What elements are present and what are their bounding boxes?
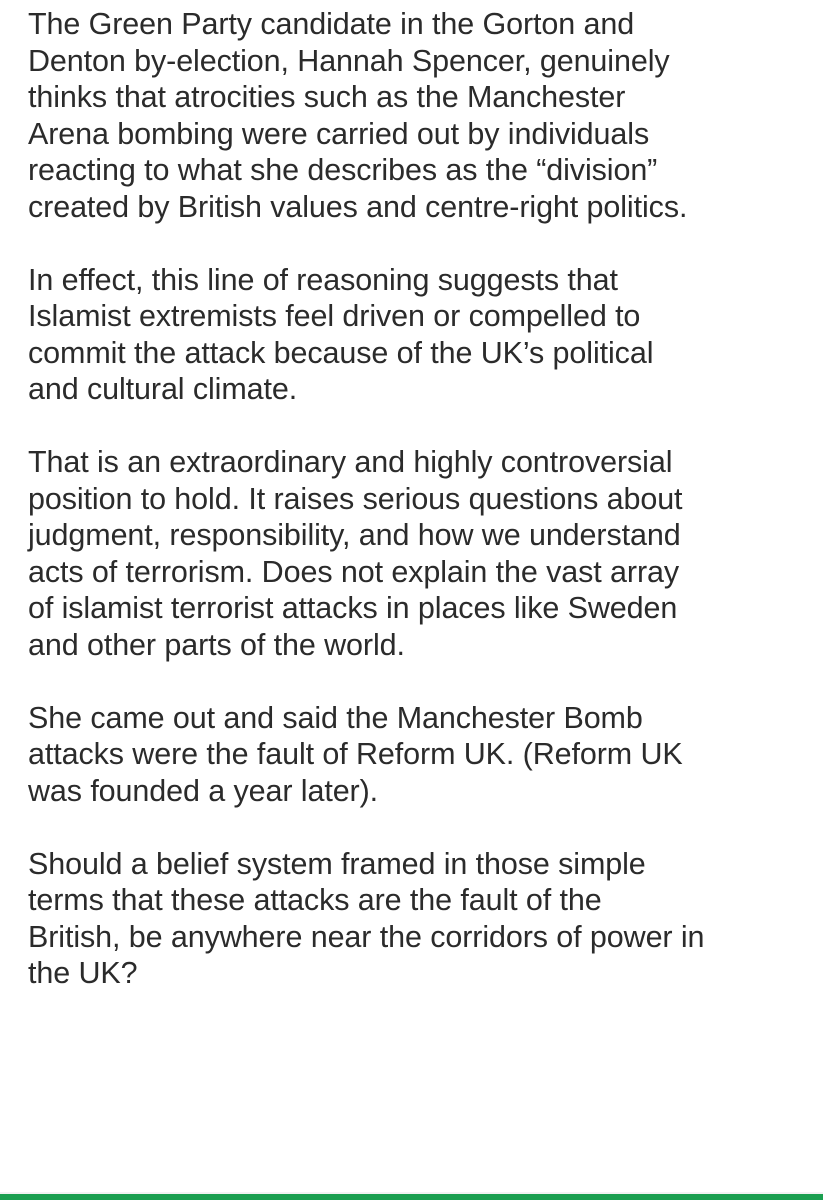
text-line: British, be anywhere near the corridors of power in	[28, 919, 705, 954]
bottom-accent-bar	[0, 1192, 823, 1200]
text-line: She came out and said the Manchester Bomb	[28, 700, 643, 735]
text-line: judgment, responsibility, and how we understand	[28, 518, 681, 552]
text-line: Denton by-election, Hannah Spencer, genuinely	[28, 43, 670, 78]
paragraph-1	[28, 6, 818, 225]
text-line: In effect, this line of reasoning suggests that	[28, 262, 618, 297]
text-line: and other parts of the world.	[28, 627, 405, 662]
text-line: the UK?	[28, 956, 138, 990]
text-line: and cultural climate.	[28, 372, 298, 406]
text-line: created by British values and centre-right politics.	[28, 189, 688, 224]
text-line: commit the attack because of the UK’s political	[28, 335, 654, 370]
text-line: terms that these attacks are the fault of the	[28, 883, 602, 917]
article-body	[28, 6, 818, 1028]
text-line: Islamist extremists feel driven or compelled to	[28, 299, 641, 333]
text-line: Arena bombing were carried out by individuals	[28, 116, 650, 151]
paragraph-2	[28, 262, 818, 408]
text-line: of islamist terrorist attacks in places like Sweden	[28, 591, 678, 625]
paragraph-4	[28, 700, 818, 810]
text-line: reacting to what she describes as the “division”	[28, 153, 658, 187]
text-line: That is an extraordinary and highly controversial	[28, 445, 673, 479]
paragraph-5	[28, 846, 818, 992]
text-line: was founded a year later).	[28, 773, 379, 808]
paragraph-3	[28, 444, 818, 663]
text-line: acts of terrorism. Does not explain the vast array	[28, 554, 680, 589]
text-line: thinks that atrocities such as the Manchester	[28, 80, 626, 114]
text-line: attacks were the fault of Reform UK. (Reform UK	[28, 737, 683, 771]
text-line: The Green Party candidate in the Gorton and	[28, 7, 635, 41]
text-line: position to hold. It raises serious questions about	[28, 481, 683, 516]
text-line: Should a belief system framed in those simple	[28, 846, 646, 881]
